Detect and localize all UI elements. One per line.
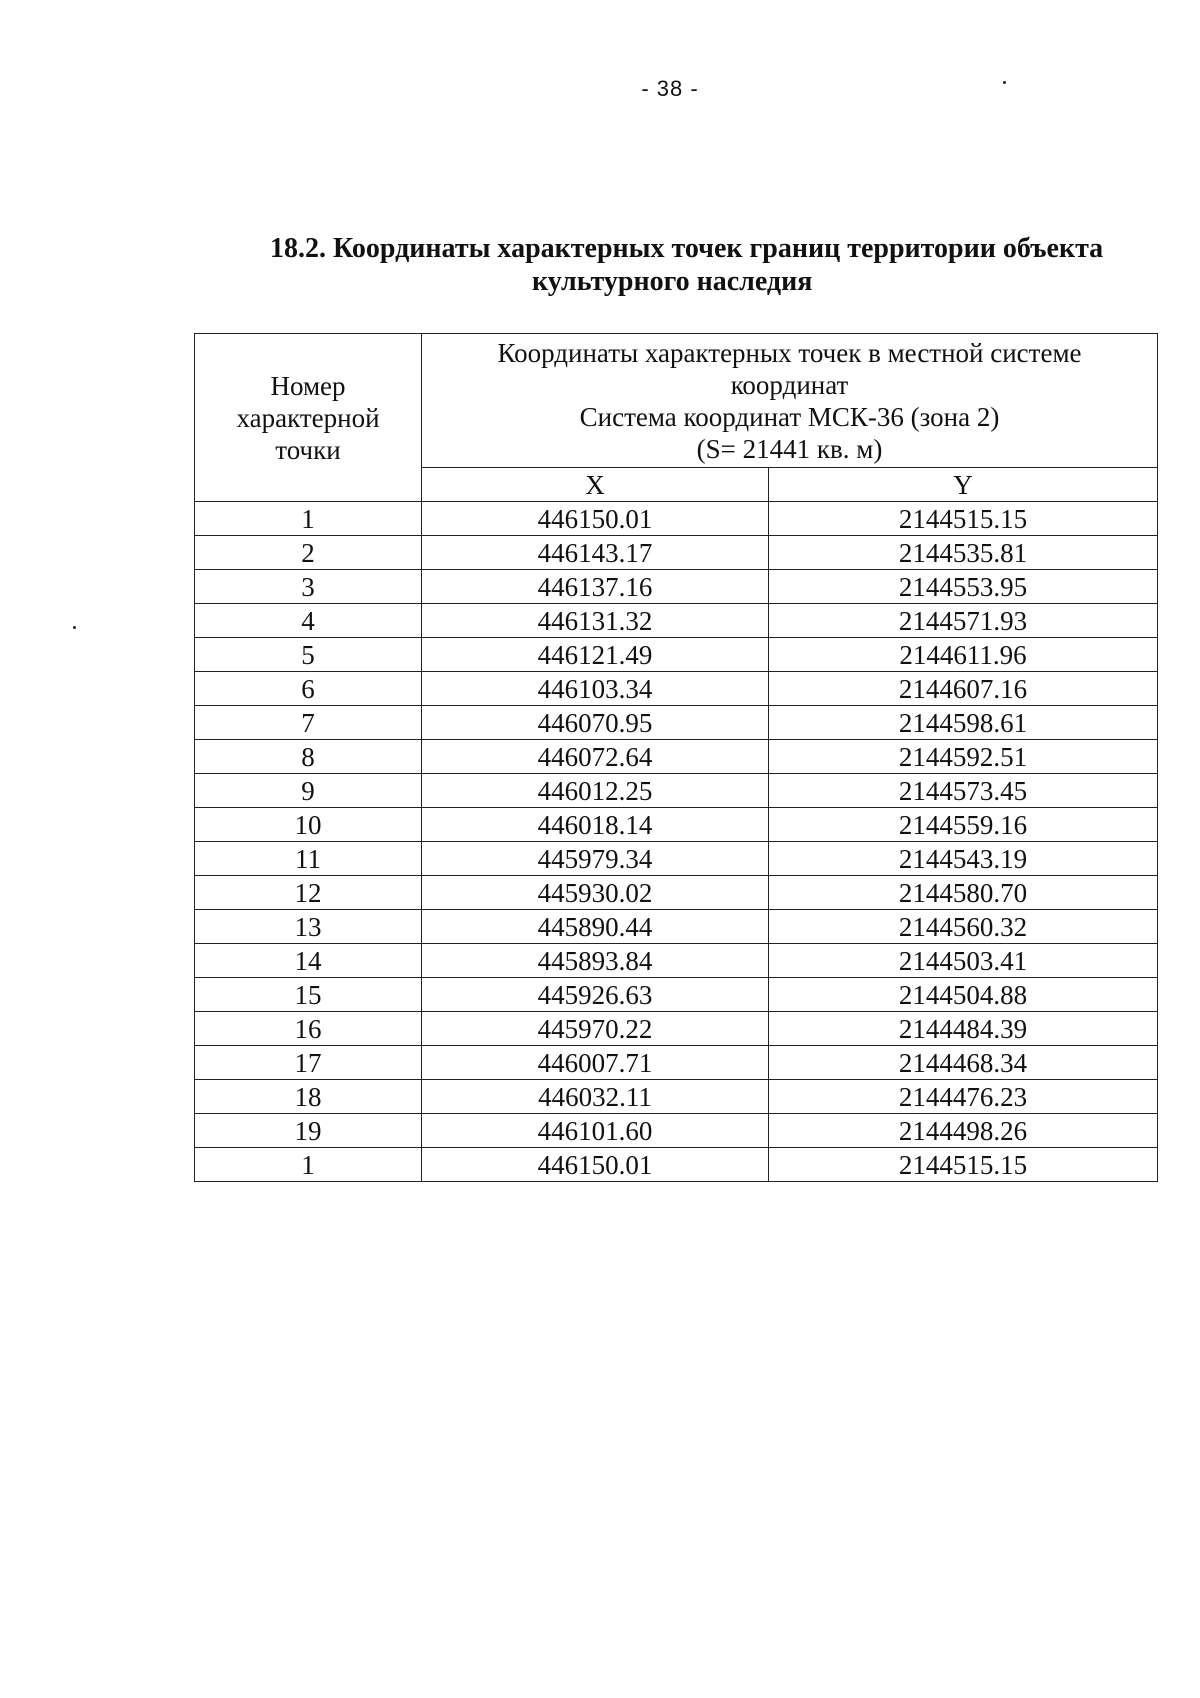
- table-row: [195, 944, 1158, 978]
- table-header-row: [195, 334, 1158, 468]
- point-number-cell: 1: [195, 502, 422, 536]
- y-coordinate-cell: 2144607.16: [769, 672, 1158, 706]
- point-number-cell: 7: [195, 706, 422, 740]
- table-row: [195, 876, 1158, 910]
- y-coordinate-cell: 2144476.23: [769, 1080, 1158, 1114]
- page-number: - 38 -: [641, 76, 699, 101]
- point-number-header-line: характерной: [236, 402, 380, 433]
- section-title-line-1: 18.2. Координаты характерных точек границ территории объекта: [270, 233, 1104, 264]
- table-row: [195, 978, 1158, 1012]
- y-coordinate-cell: 2144553.95: [769, 570, 1158, 604]
- y-coordinate-cell: 2144571.93: [769, 604, 1158, 638]
- x-coordinate-cell: 446032.11: [422, 1080, 769, 1114]
- y-coordinate-cell: 2144559.16: [769, 808, 1158, 842]
- y-coordinate-cell: 2144504.88: [769, 978, 1158, 1012]
- table-row: [195, 774, 1158, 808]
- y-coordinate-cell: 2144573.45: [769, 774, 1158, 808]
- point-number-header-line: точки: [275, 434, 341, 465]
- point-number-cell: 1: [195, 1148, 422, 1182]
- y-coordinate-cell: 2144611.96: [769, 638, 1158, 672]
- table-row: [195, 842, 1158, 876]
- point-number-header: [195, 334, 422, 502]
- point-number-cell: 16: [195, 1012, 422, 1046]
- coordinates-table: [194, 333, 1158, 1182]
- x-coordinate-cell: 446103.34: [422, 672, 769, 706]
- point-number-cell: 19: [195, 1114, 422, 1148]
- point-number-cell: 2: [195, 536, 422, 570]
- x-coordinate-cell: 445926.63: [422, 978, 769, 1012]
- table-row: [195, 1148, 1158, 1182]
- point-number-cell: 10: [195, 808, 422, 842]
- point-number-cell: 3: [195, 570, 422, 604]
- section-title: [270, 232, 1160, 298]
- point-number-cell: 13: [195, 910, 422, 944]
- point-number-cell: 8: [195, 740, 422, 774]
- table-row: [195, 1012, 1158, 1046]
- point-number-header-line: Номер: [270, 370, 346, 401]
- point-number-cell: 18: [195, 1080, 422, 1114]
- x-coordinate-cell: 445930.02: [422, 876, 769, 910]
- section-title-line-2: культурного наследия: [532, 266, 813, 297]
- group-header-line: Координаты характерных точек в местной системе: [497, 338, 1082, 368]
- table-row: [195, 570, 1158, 604]
- point-number-cell: 4: [195, 604, 422, 638]
- x-coordinate-cell: 446101.60: [422, 1114, 769, 1148]
- x-coordinate-cell: 446137.16: [422, 570, 769, 604]
- point-number-cell: 5: [195, 638, 422, 672]
- table-row: [195, 808, 1158, 842]
- y-coordinate-cell: 2144580.70: [769, 876, 1158, 910]
- y-coordinate-cell: 2144484.39: [769, 1012, 1158, 1046]
- table-row: [195, 604, 1158, 638]
- coordinates-group-header: [422, 334, 1158, 468]
- point-number-cell: 12: [195, 876, 422, 910]
- x-coordinate-cell: 445893.84: [422, 944, 769, 978]
- group-header-line: Система координат МСК-36 (зона 2): [579, 402, 1000, 432]
- y-coordinate-cell: 2144515.15: [769, 502, 1158, 536]
- group-header-line: координат: [730, 370, 849, 400]
- y-coordinate-cell: 2144592.51: [769, 740, 1158, 774]
- y-coordinate-cell: 2144503.41: [769, 944, 1158, 978]
- point-number-cell: 9: [195, 774, 422, 808]
- y-coordinate-cell: 2144598.61: [769, 706, 1158, 740]
- x-coordinate-cell: 446070.95: [422, 706, 769, 740]
- point-number-cell: 6: [195, 672, 422, 706]
- y-coordinate-cell: 2144468.34: [769, 1046, 1158, 1080]
- table-row: [195, 502, 1158, 536]
- table-body: [195, 502, 1158, 1182]
- table-row: [195, 638, 1158, 672]
- x-coordinate-cell: 445970.22: [422, 1012, 769, 1046]
- x-coordinate-cell: 446150.01: [422, 502, 769, 536]
- x-coordinate-cell: 446018.14: [422, 808, 769, 842]
- x-coordinate-cell: 446072.64: [422, 740, 769, 774]
- table-row: [195, 1046, 1158, 1080]
- scan-speck: [1003, 81, 1006, 84]
- table-row: [195, 672, 1158, 706]
- point-number-cell: 17: [195, 1046, 422, 1080]
- y-coordinate-cell: 2144560.32: [769, 910, 1158, 944]
- table-row: [195, 536, 1158, 570]
- x-coordinate-cell: 446121.49: [422, 638, 769, 672]
- group-header-line: (S= 21441 кв. м): [696, 434, 883, 464]
- table-row: [195, 1080, 1158, 1114]
- x-coordinate-cell: 446012.25: [422, 774, 769, 808]
- point-number-cell: 14: [195, 944, 422, 978]
- table-row: [195, 1114, 1158, 1148]
- table-row: [195, 740, 1158, 774]
- y-coordinate-cell: 2144535.81: [769, 536, 1158, 570]
- point-number-cell: 11: [195, 842, 422, 876]
- y-coordinate-cell: 2144498.26: [769, 1114, 1158, 1148]
- y-coordinate-cell: 2144515.15: [769, 1148, 1158, 1182]
- y-coordinate-cell: 2144543.19: [769, 842, 1158, 876]
- x-coordinate-cell: 446143.17: [422, 536, 769, 570]
- x-coordinate-cell: 445979.34: [422, 842, 769, 876]
- x-column-header: X: [422, 468, 769, 502]
- x-coordinate-cell: 446150.01: [422, 1148, 769, 1182]
- scan-speck: [73, 626, 76, 629]
- point-number-cell: 15: [195, 978, 422, 1012]
- x-coordinate-cell: 446131.32: [422, 604, 769, 638]
- x-coordinate-cell: 445890.44: [422, 910, 769, 944]
- y-column-header: Y: [769, 468, 1158, 502]
- table-row: [195, 706, 1158, 740]
- table-row: [195, 910, 1158, 944]
- x-coordinate-cell: 446007.71: [422, 1046, 769, 1080]
